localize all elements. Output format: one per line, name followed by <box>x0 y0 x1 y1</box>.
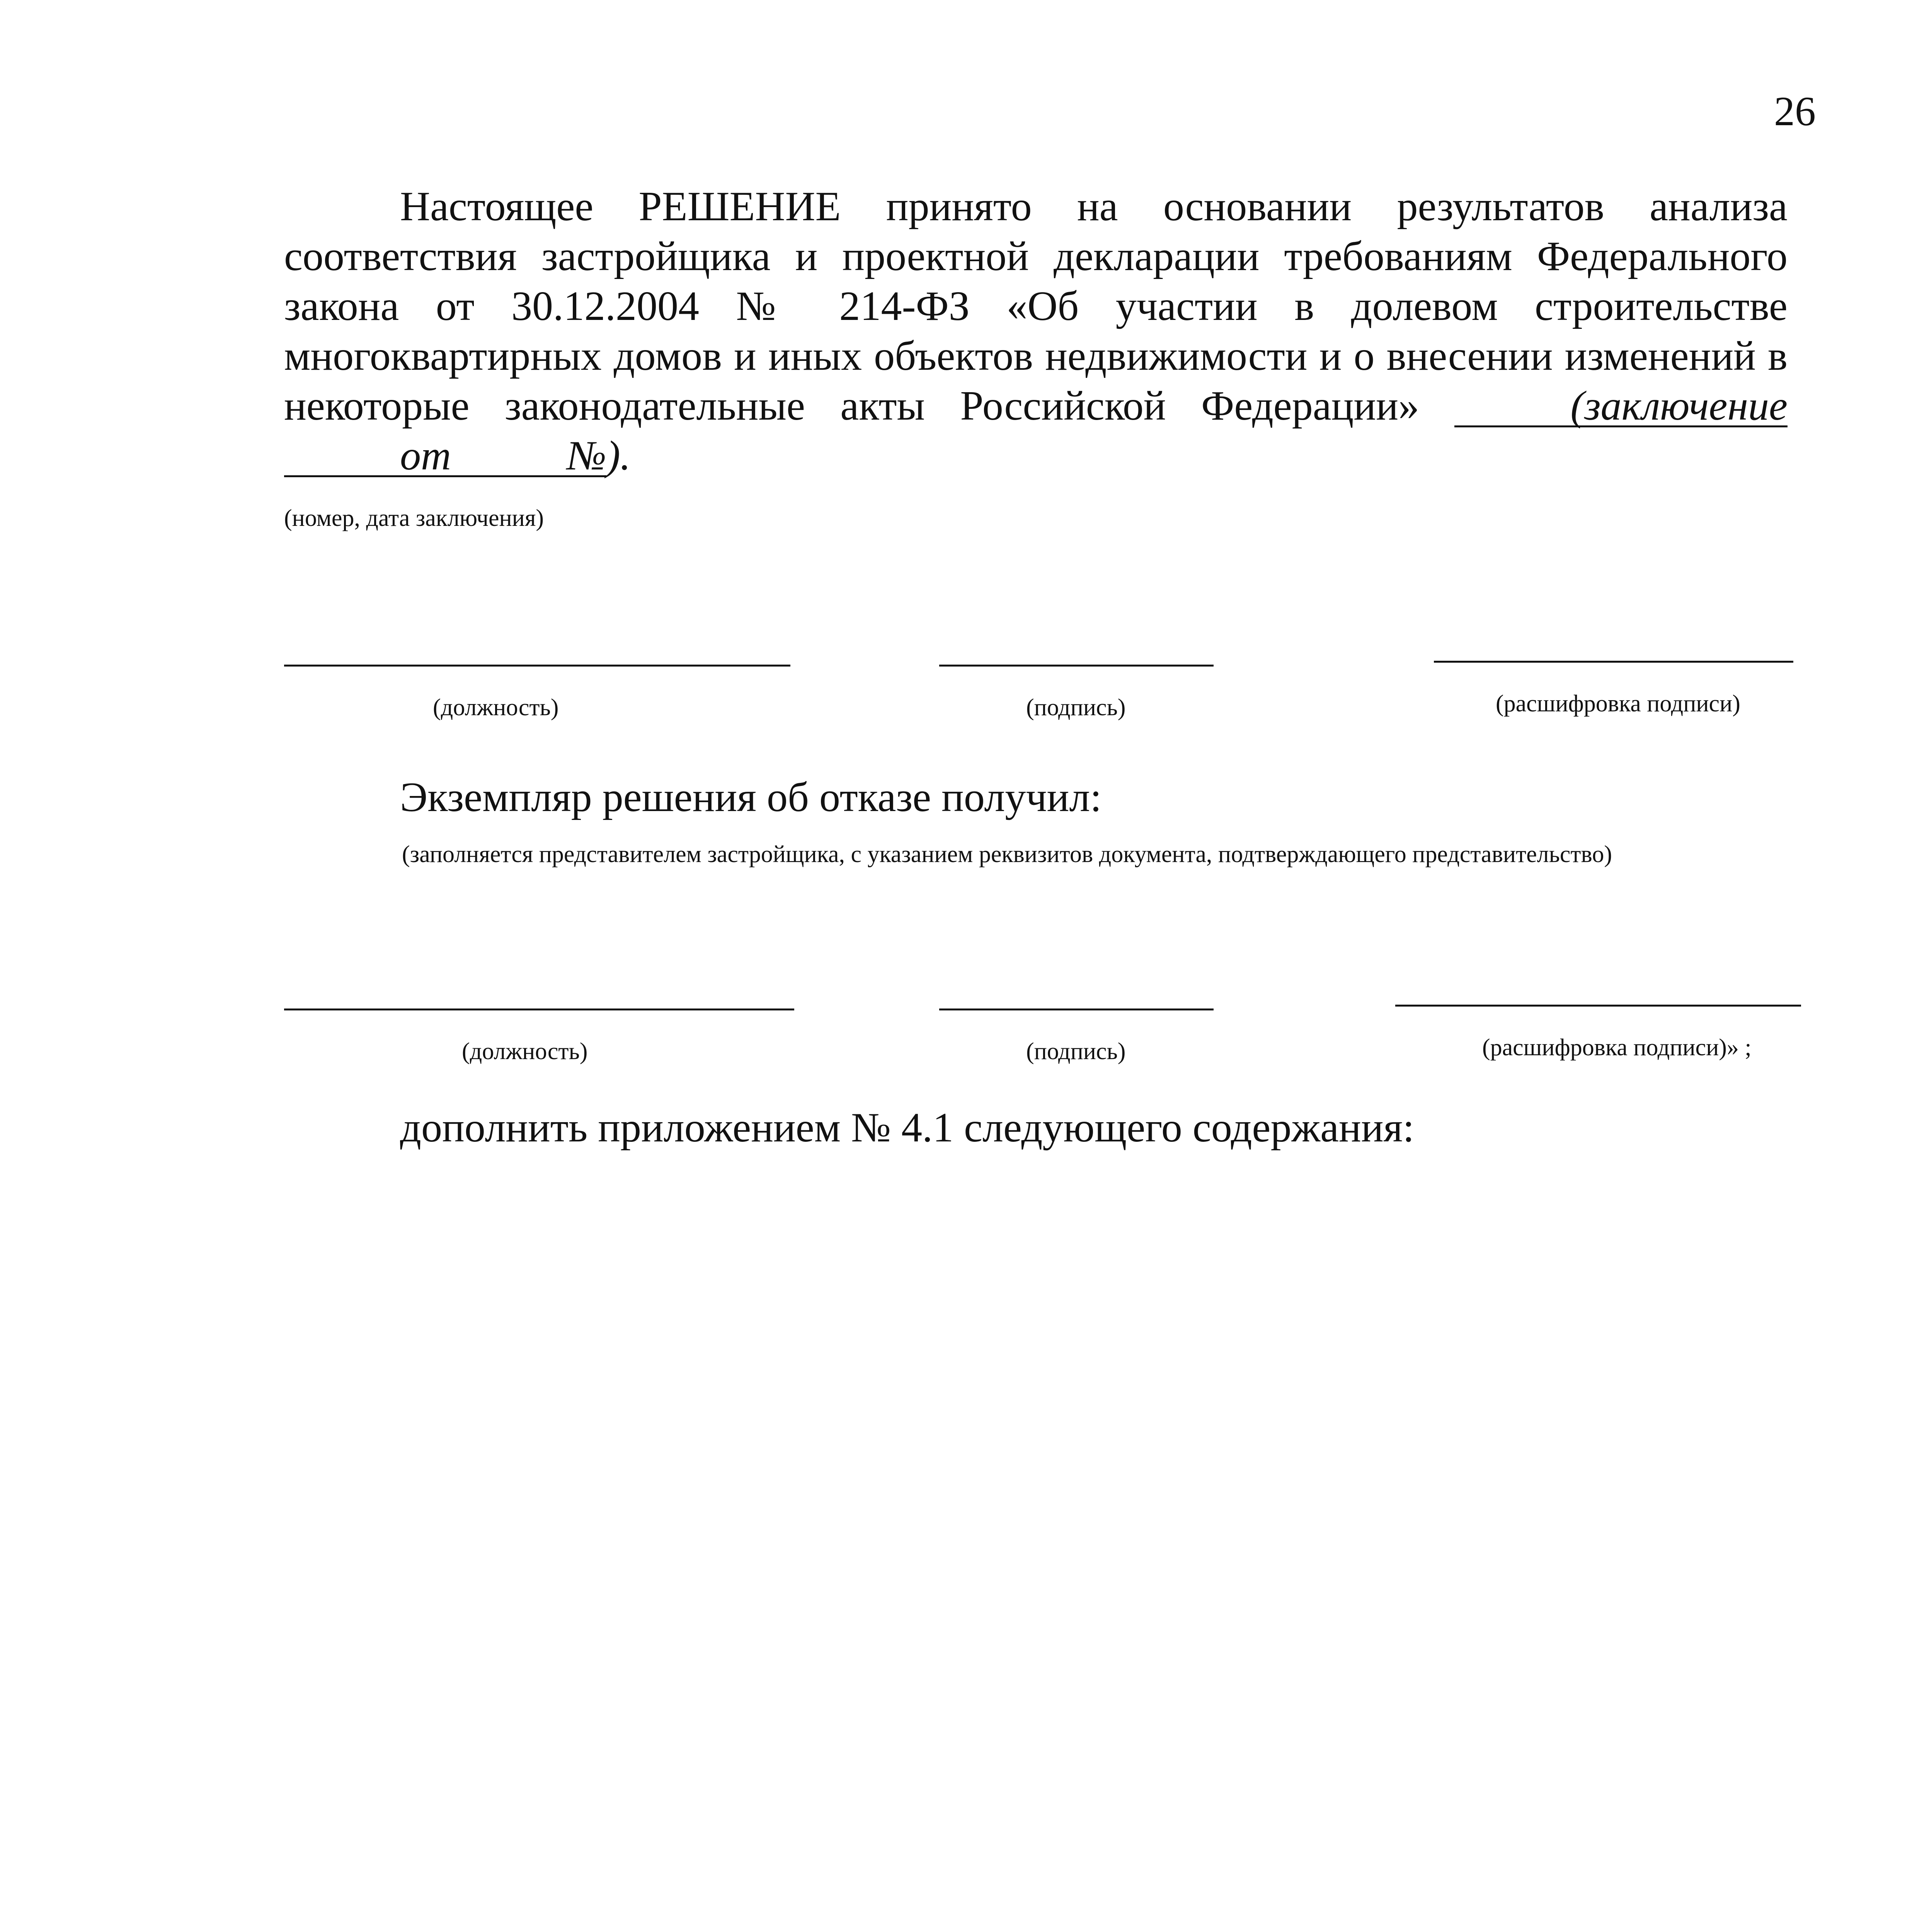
decision-paragraph <box>284 182 1788 481</box>
decoding-line-1 <box>1434 661 1793 663</box>
closing-line: дополнить приложением № 4.1 следующего содержания: <box>400 1105 1415 1151</box>
position-label-1: (должность) <box>433 694 559 721</box>
conclusion-caption: (номер, дата заключения) <box>284 505 544 531</box>
page-number: 26 <box>1774 88 1816 134</box>
position-line-2 <box>284 1009 794 1010</box>
signature-label-2: (подпись) <box>1026 1038 1126 1065</box>
signature-label-1: (подпись) <box>1026 694 1126 721</box>
conclusion-date-blank: от <box>284 437 451 477</box>
received-note: (заполняется представителем застройщика, с указанием реквизитов документа, подтверждающего представительство) <box>402 841 1612 867</box>
decoding-line-2 <box>1395 1005 1801 1007</box>
position-line-1 <box>284 665 790 667</box>
received-heading: Экземпляр решения об отказе получил: <box>400 774 1102 820</box>
conclusion-word: (заключение <box>1454 387 1788 427</box>
decoding-label-2: (расшифровка подписи)» ; <box>1482 1034 1752 1061</box>
signature-line-1 <box>939 665 1214 667</box>
signature-line-2 <box>939 1009 1214 1010</box>
decision-paragraph-text: Настоящее РЕШЕНИЕ принято на основании результатов анализа соответствия застройщика и проектной декларации требованиям Федерального закона от 30.12.2004 № 214-ФЗ «Об участии в долевом строительстве многоквартирных домов и иных объектов недвижимости и о внесении изменений в некоторые законодательные акты Российской Федерации» <box>284 184 1788 429</box>
conclusion-number-blank: № <box>451 437 606 477</box>
position-label-2: (должность) <box>462 1038 588 1065</box>
decoding-label-1: (расшифровка подписи) <box>1496 690 1740 717</box>
conclusion-close: ). <box>606 433 631 479</box>
